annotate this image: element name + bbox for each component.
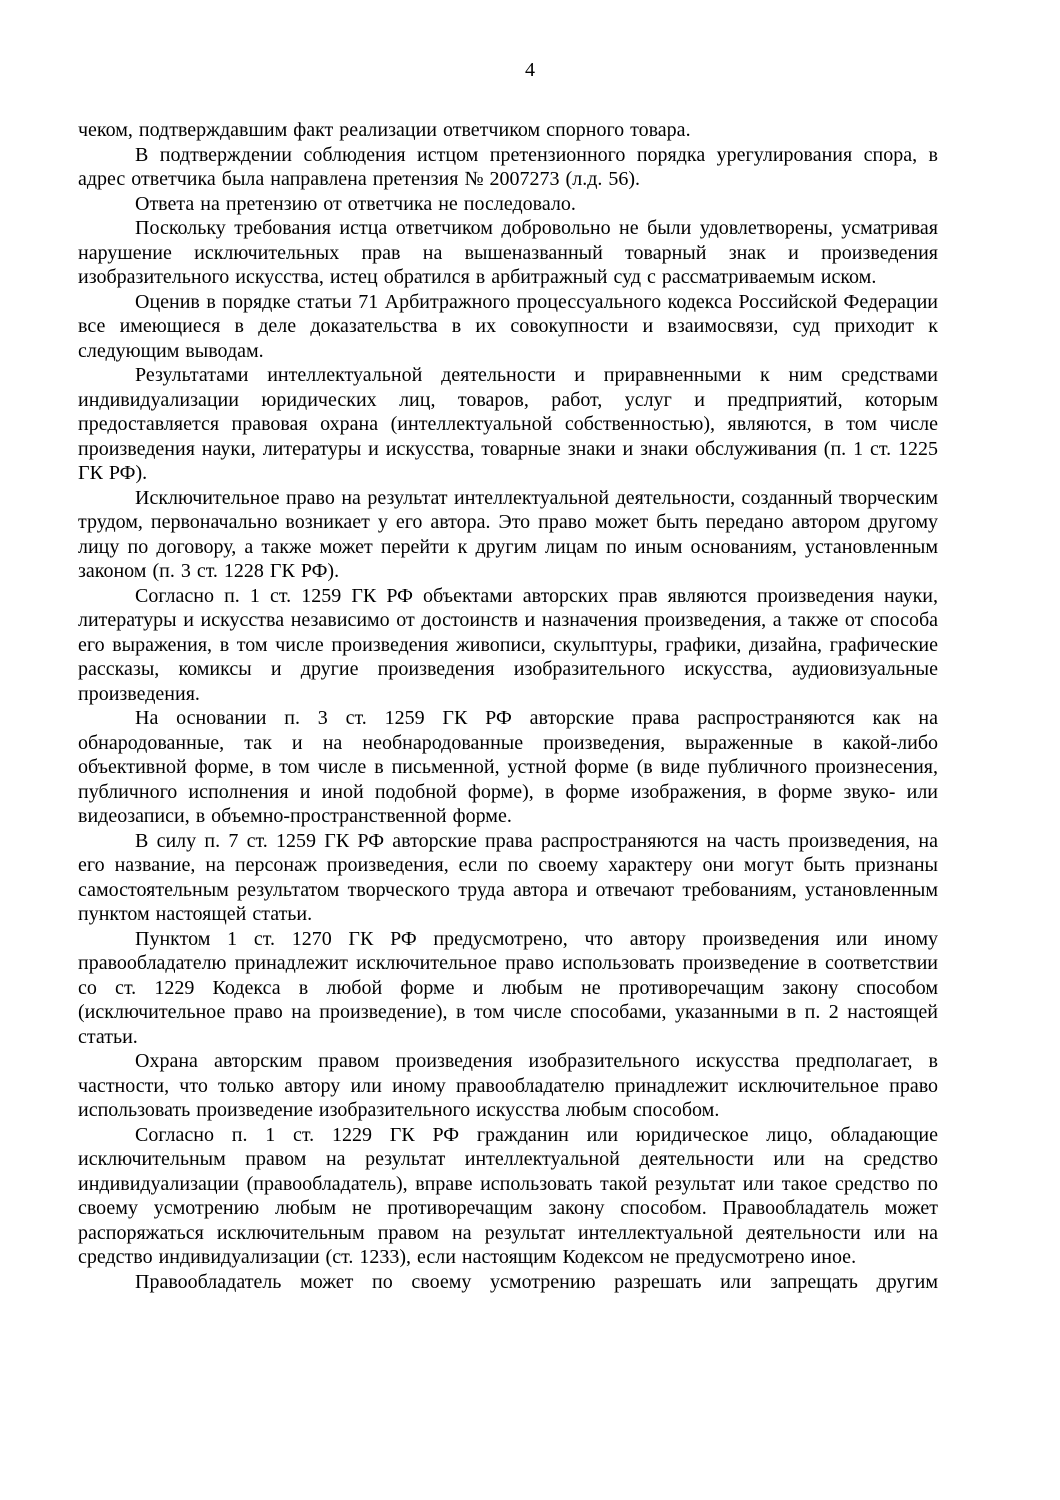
paragraph: Результатами интеллектуальной деятельности и приравненными к ним средствами индивидуализации юридических лиц, товаров, работ, услуг и предприятий, которым предоставляется правовая охрана (интеллектуальной собственностью), являются, в том числе произведения науки, литературы и искусства, товарные знаки и знаки обслуживания (п. 1 ст. 1225 ГК РФ). — [78, 364, 938, 484]
paragraph: Пунктом 1 ст. 1270 ГК РФ предусмотрено, что автору произведения или иному правообладателю принадлежит исключительное право использовать произведение в соответствии со ст. 1229 Кодекса в любой форме и любым не противоречащим закону способом (исключительное право на произведение), в том числе способами, указанными в п. 2 настоящей статьи. — [78, 927, 938, 1048]
paragraph: Поскольку требования истца ответчиком добровольно не были удовлетворены, усматривая нарушение исключительных прав на вышеназванный товарный знак и произведения изобразительного искусства, истец обратился в арбитражный суд с рассматриваемым иском. — [78, 217, 938, 288]
paragraph: Согласно п. 1 ст. 1259 ГК РФ объектами авторских прав являются произведения науки, литературы и искусства независимо от достоинств и назначения произведения, а также от способа его выражения, в том числе произведения живописи, скульптуры, графики, дизайна, графические рассказы, комиксы и другие произведения изобразительного искусства, аудиовизуальные произведения. — [78, 584, 938, 705]
paragraph: Согласно п. 1 ст. 1229 ГК РФ гражданин или юридическое лицо, обладающие исключительным правом на результат интеллектуальной деятельности или на средство индивидуализации (правообладатель), вправе использовать такой результат или такое средство по своему усмотрению любым не противоречащим закону способом. Правообладатель может распоряжаться исключительным правом на результат интеллектуальной деятельности или на средство индивидуализации (ст. 1233), если настоящим Кодексом не предусмотрено иное. — [78, 1123, 938, 1268]
paragraph: В подтверждении соблюдения истцом претензионного порядка урегулирования спора, в адрес ответчика была направлена претензия № 2007273 (л.д. 56). — [78, 143, 938, 190]
paragraph: Ответа на претензию от ответчика не последовало. — [135, 192, 576, 215]
paragraph: Правообладатель может по своему усмотрению разрешать или запрещать другим — [135, 1270, 938, 1293]
paragraph: Исключительное право на результат интеллектуальной деятельности, созданный творческим трудом, первоначально возникает у его автора. Это право может быть передано автором другому лицу по договору, а также может перейти к другим лицам по иным основаниям, установленным законом (п. 3 ст. 1228 ГК РФ). — [78, 486, 938, 582]
paragraph: На основании п. 3 ст. 1259 ГК РФ авторские права распространяются как на обнародованные, так и на необнародованные произведения, выраженные в какой-либо объективной форме, в том числе в письменной, устной форме (в виде публичного произнесения, публичного исполнения и иной подобной форме), в форме изображения, в форме звуко- или видеозаписи, в объемно-пространственной форме. — [78, 707, 938, 827]
page-number: 4 — [525, 59, 535, 81]
paragraph: Оценив в порядке статьи 71 Арбитражного процессуального кодекса Российской Федерации все имеющиеся в деле доказательства в их совокупности и взаимосвязи, суд приходит к следующим выводам. — [78, 290, 938, 362]
document-body — [78, 118, 938, 1294]
paragraph: чеком, подтверждавшим факт реализации ответчиком спорного товара. — [78, 119, 691, 141]
paragraph: Охрана авторским правом произведения изобразительного искусства предполагает, в частности, что только автору или иному правообладателю принадлежит исключительное право использовать произведение изобразительного искусства любым способом. — [78, 1050, 938, 1121]
paragraph: В силу п. 7 ст. 1259 ГК РФ авторские права распространяются на часть произведения, на его название, на персонаж произведения, если по своему характеру они могут быть признаны самостоятельным результатом творческого труда автора и отвечают требованиям, установленным пунктом настоящей статьи. — [78, 829, 938, 925]
